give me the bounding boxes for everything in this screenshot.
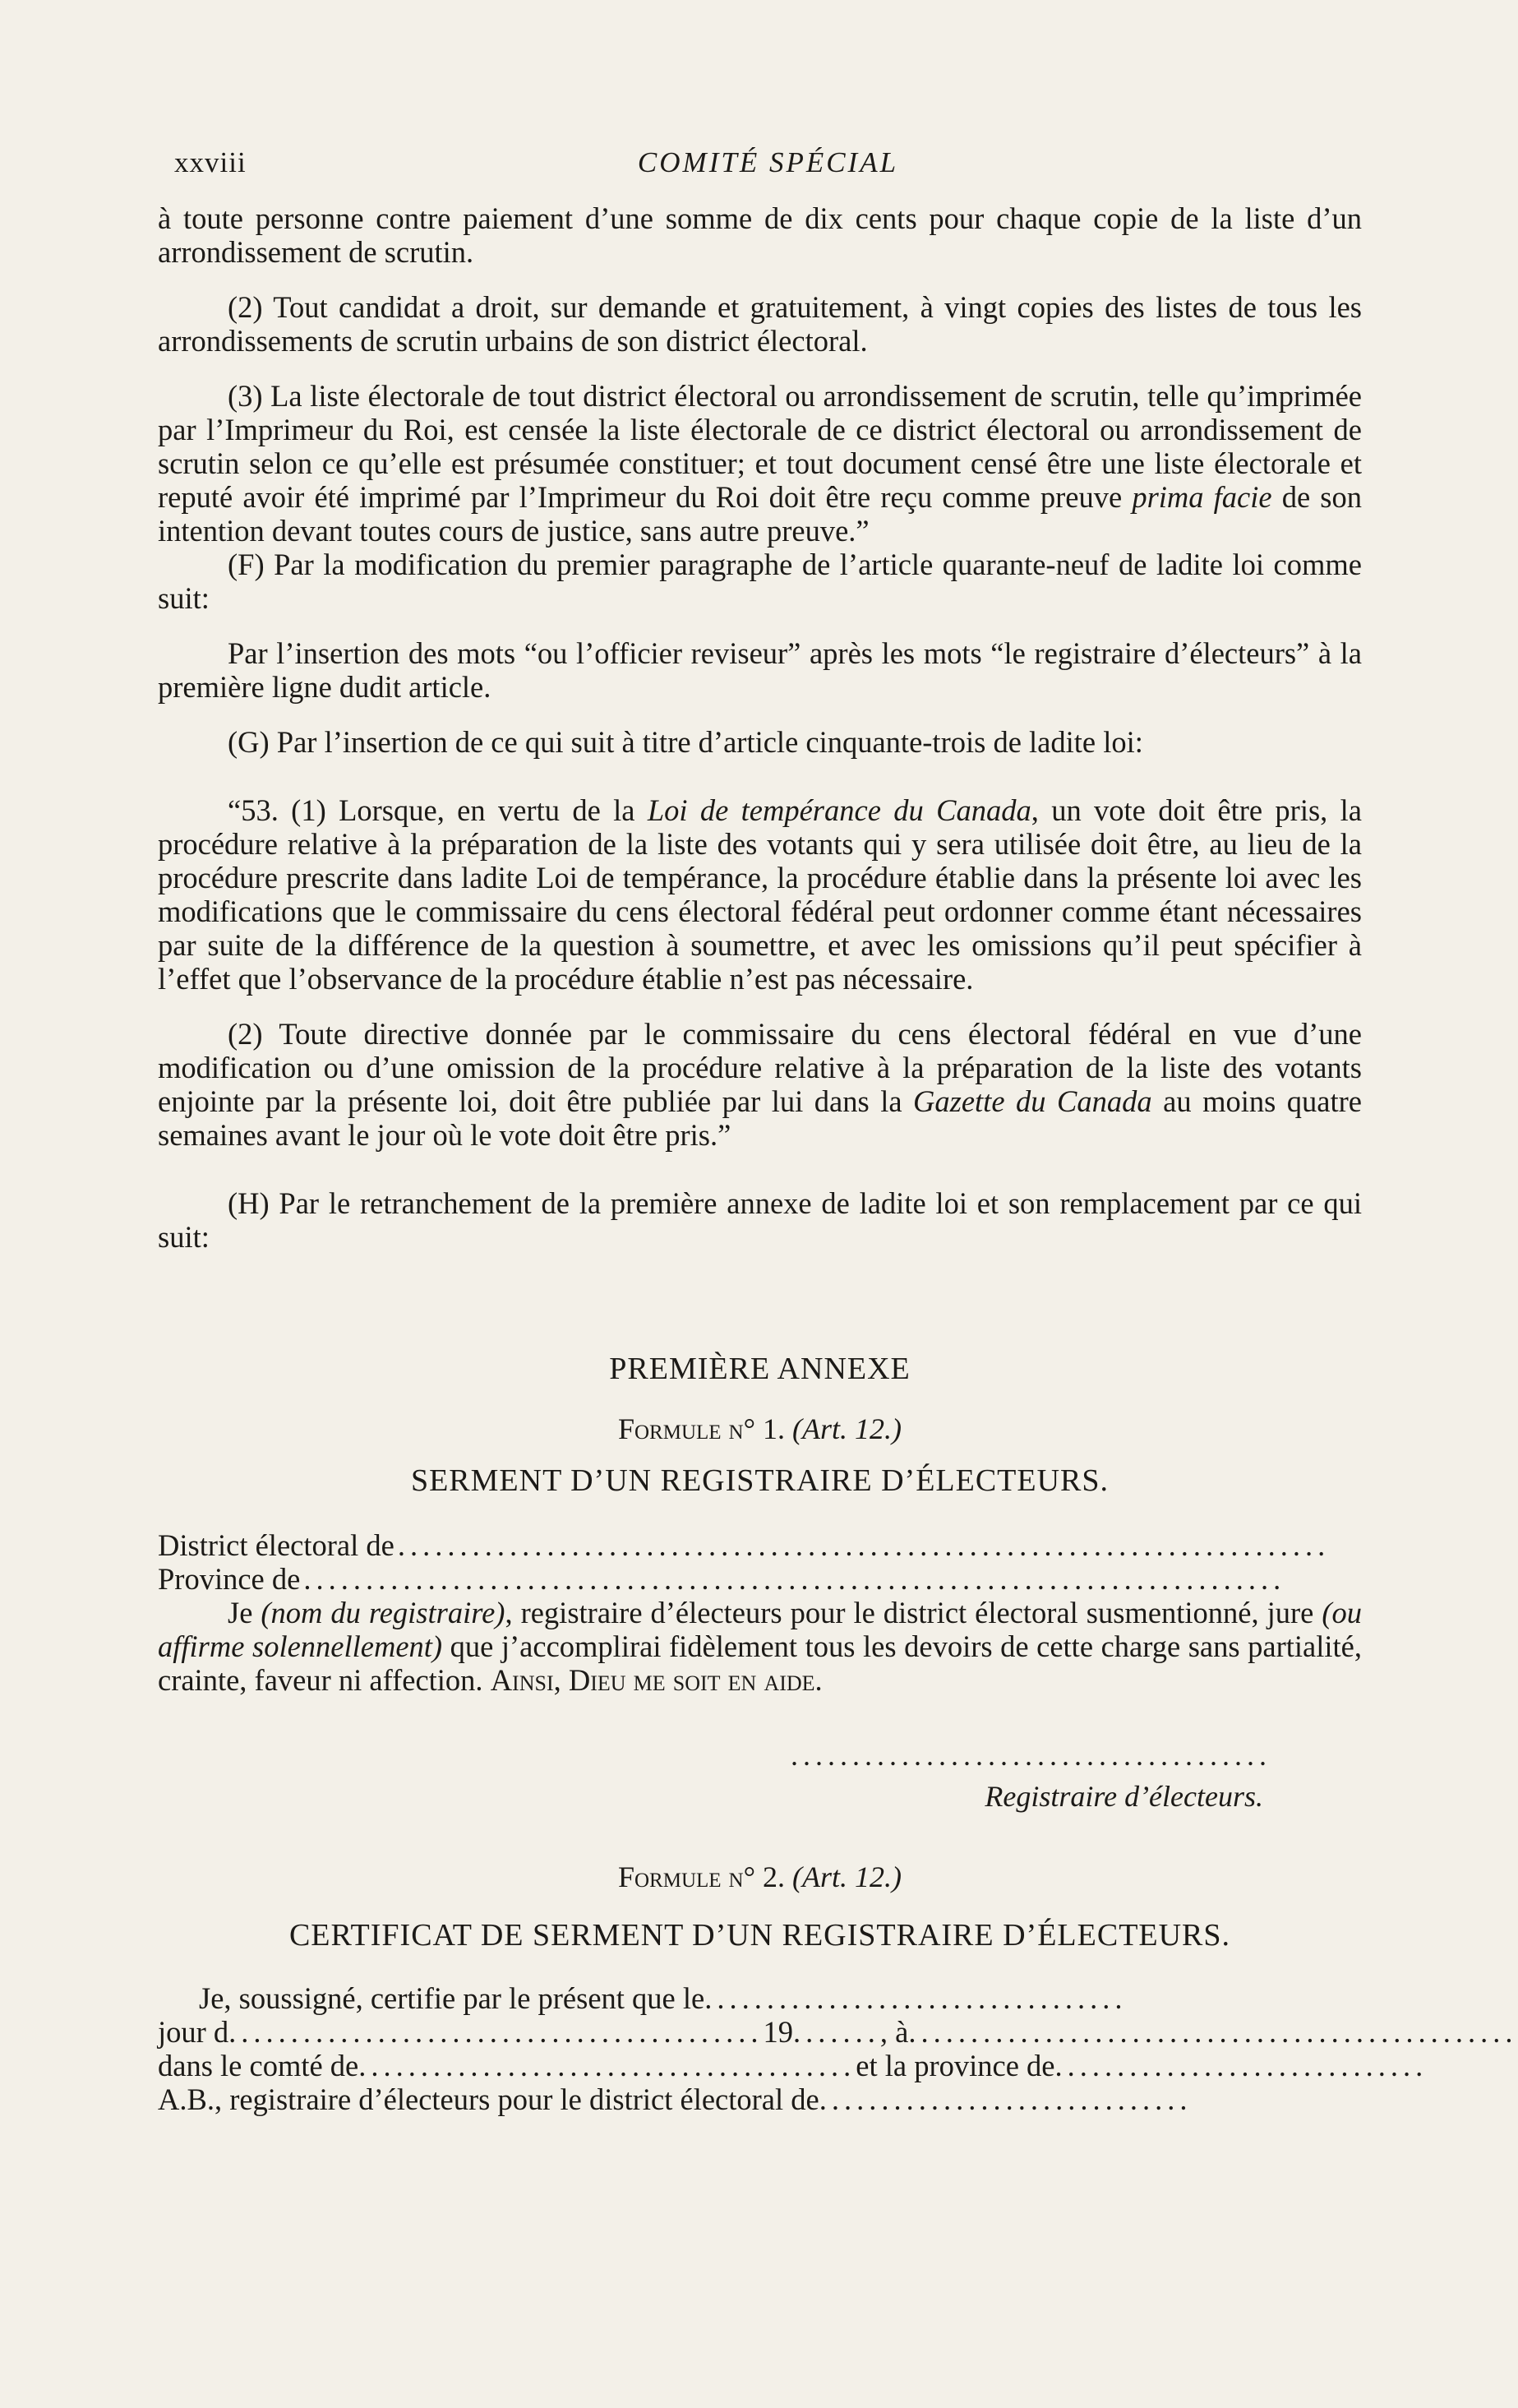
article-53-text-b: , un vote doit être pris, la procédure relative à la préparation de la liste des votants qui y sera utilisée doit être, au lieu de la procédure prescrite dans ladite Loi de tempérance, la procédure établie dans la présente loi avec les modifications que le commissaire du cens électoral fédéral peut ordonner comme étant nécessaires par suite de la différence de la question à soumettre, et avec les omissions qu’il peut spécifier à l’effet que l’observance de la procédure établie n’est pas nécessaire. <box>158 793 1362 996</box>
cert-line-3-text-b: et la province de <box>856 2049 1055 2082</box>
province-line <box>158 1562 1362 1596</box>
cert-line-4-dots: .............................. <box>819 2082 1193 2116</box>
district-label: District électoral de <box>158 1528 394 1562</box>
paragraph-2: (2) Tout candidat a droit, sur demande et gratuitement, à vingt copies des listes de tous les arrondissements de scrutin urbains de son district électoral. <box>158 290 1362 358</box>
article-53-2-italic: Gazette du Canada <box>913 1084 1152 1118</box>
paragraph-H: (H) Par le retranchement de la première annexe de ladite loi et son remplacement par ce qui suit: <box>158 1186 1362 1254</box>
article-53-2 <box>158 1017 1362 1152</box>
signature-label: Registraire d’électeurs. <box>985 1780 1263 1813</box>
form-1-label <box>158 1412 1362 1446</box>
form-2-title: CERTIFICAT DE SERMENT D’UN REGISTRAIRE D’ÉLECTEURS. <box>288 1918 1231 1953</box>
paragraph-3-text-a: (3) La liste électorale de tout district électoral ou arrondissement de scrutin, telle qu’imprimée par l’Imprimeur du Roi, est censée la liste électorale de ce district électoral ou arrondissement de scrutin selon ce qu’elle est présumée constituer; et tout document censé être une liste électorale et reputé avoir été imprimé par l’Imprimeur du Roi doit être reçu comme preuve <box>158 379 1362 514</box>
oath-small-caps: Ainsi, Dieu me soit en aide. <box>490 1663 823 1697</box>
article-53-italic: Loi de tempérance du Canada <box>647 793 1031 827</box>
cert-line-2-dots-c: ................................................. <box>908 2015 1518 2049</box>
article-53-2-text-b: au moins quatre semaines avant le jour où le vote doit être pris.” <box>158 1084 1362 1152</box>
form-2-label <box>158 1860 1362 1894</box>
district-line <box>158 1528 1362 1562</box>
cert-line-3-dots-b: .............................. <box>1054 2049 1428 2082</box>
document-body <box>158 201 1518 2116</box>
paragraph-F-insertion: Par l’insertion des mots “ou l’officier reviseur” après les mots “le registraire d’électeurs” à la première ligne dudit article. <box>158 636 1362 704</box>
form-2-article-ref: (Art. 12.) <box>792 1860 902 1893</box>
oath-text-3: que j’accomplirai fidèlement tous les devoirs de cette charge sans partialité, crainte, faveur ni affection. <box>158 1629 1362 1697</box>
article-53-1 <box>158 793 1362 996</box>
district-dots: ........................................................................... <box>397 1528 1331 1562</box>
province-label: Province de <box>158 1562 301 1596</box>
province-dots: ............................................................................... <box>303 1562 1286 1596</box>
running-title: COMITÉ SPÉCIAL <box>637 146 899 178</box>
cert-line-2-text-a: jour d <box>158 2015 229 2049</box>
cert-line-2 <box>158 2015 1518 2049</box>
signature-dots: ....................................... <box>791 1739 1271 1772</box>
cert-line-2-text-c: , à <box>879 2015 909 2049</box>
form-1-title: SERMENT D’UN REGISTRAIRE D’ÉLECTEURS. <box>410 1463 1110 1498</box>
article-53-text-a: “53. (1) Lorsque, en vertu de la <box>228 793 648 827</box>
annexe-title: PREMIÈRE ANNEXE <box>609 1352 911 1386</box>
oath-paragraph <box>158 1596 1362 1697</box>
article-53-2-text-a: (2) Toute directive donnée par le commissaire du cens électoral fédéral en vue d’une modification ou d’une omission de la procédure relative à la préparation de la liste des votants enjointe par la présente loi, doit être publiée par lui dans la <box>158 1017 1362 1118</box>
cert-line-3 <box>158 2049 1428 2082</box>
paragraph-G: (G) Par l’insertion de ce qui suit à titre d’article cinquante-trois de ladite loi: <box>228 725 1143 759</box>
oath-text-1: Je <box>228 1596 261 1629</box>
cert-line-2-dots-b: ....... <box>793 2015 880 2049</box>
oath-italic-1: (nom du registraire) <box>261 1596 505 1629</box>
cert-line-1-text: Je, soussigné, certifie par le présent que le <box>199 1981 705 2015</box>
page-number: xxviii <box>174 146 247 178</box>
form-2-number: Formule n° 2. <box>617 1860 786 1893</box>
oath-text-2: , registraire d’électeurs pour le district électoral susmentionné, jure <box>505 1596 1322 1629</box>
form-1-number: Formule n° 1. <box>617 1412 786 1445</box>
cert-line-2-year: 19 <box>763 2015 794 2049</box>
paragraph-continuation: à toute personne contre paiement d’une somme de dix cents pour chaque copie de la liste d’un arrondissement de scrutin. <box>158 201 1362 269</box>
form-1-article-ref: (Art. 12.) <box>792 1412 902 1445</box>
oath-italic-2: (ou affirme solennellement) <box>158 1596 1362 1663</box>
cert-line-1-dots: .................................. <box>704 1981 1128 2015</box>
paragraph-F: (F) Par la modification du premier paragraphe de l’article quarante-neuf de ladite loi comme suit: <box>158 548 1362 615</box>
cert-line-1 <box>158 1981 1362 2015</box>
cert-line-3-dots-a: ........................................ <box>358 2049 856 2082</box>
paragraph-3 <box>158 379 1362 548</box>
cert-line-3-text-a: dans le comté de <box>158 2049 359 2082</box>
running-header <box>174 140 1362 189</box>
cert-line-2-dots-a: ........................................... <box>228 2015 764 2049</box>
cert-line-4 <box>158 2082 1362 2116</box>
cert-line-4-text: A.B., registraire d’électeurs pour le district électoral de <box>158 2082 819 2116</box>
paragraph-3-text-b: de son intention devant toutes cours de justice, sans autre preuve.” <box>158 480 1363 548</box>
paragraph-3-italic: prima facie <box>1132 480 1272 514</box>
